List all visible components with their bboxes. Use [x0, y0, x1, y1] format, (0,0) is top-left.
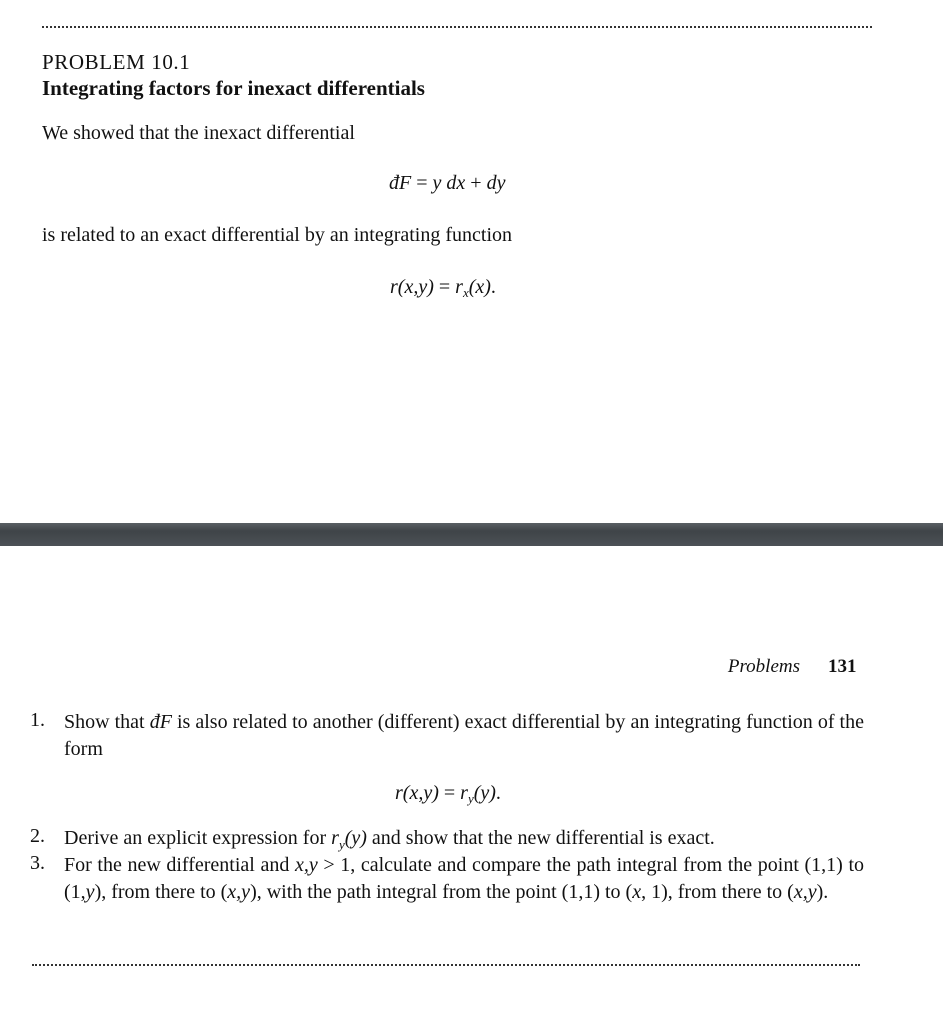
bottom-dotted-rule [32, 964, 860, 966]
item-3-d: ), with the path integral from the point (1,1) to ( [250, 881, 633, 903]
item-2-number: 2. [30, 825, 45, 847]
eq1-plus: + [465, 172, 487, 194]
page-number: 131 [828, 656, 857, 677]
item-1-pre: Show that [64, 711, 150, 733]
eq2-period: . [490, 276, 496, 298]
item-3-f: ). [816, 881, 829, 903]
item-3-a: For the new differential and [64, 854, 295, 876]
item-3-xy2: x,y [227, 881, 251, 903]
item-2-subscript: y [338, 837, 345, 852]
item-3-xy4: x,y [793, 881, 817, 903]
eq2-arg: (x) [468, 276, 491, 298]
item-2-pre: Derive an explicit expression for [64, 827, 332, 849]
eq1-y: y [432, 172, 442, 194]
eq2-r: r [455, 276, 463, 298]
top-dotted-rule [42, 26, 872, 28]
eq2-lhs: r(x,y) [390, 276, 434, 298]
eq2-subscript: x [462, 285, 469, 300]
item-3-c: ), from there to ( [94, 881, 228, 903]
item-3-e: , 1), from there to ( [641, 881, 794, 903]
eq3-lhs: r(x,y) [395, 782, 439, 804]
running-head: Problems [727, 656, 800, 677]
page-bottom [0, 546, 943, 1024]
item-1-dF: đF [149, 711, 172, 733]
item-1-text [64, 709, 864, 763]
eq2-equals: = [433, 276, 456, 298]
problem-title: Integrating factors for inexact differentials [42, 76, 425, 100]
eq1-equals: = [411, 172, 433, 194]
item-3-text [64, 852, 864, 906]
intro-paragraph-1: We showed that the inexact differential [42, 122, 355, 144]
eq1-dx: dx [446, 172, 466, 194]
page-divider-bar [0, 523, 943, 546]
eq3-equals: = [438, 782, 461, 804]
item-1-post: is also related to another (different) exact differential by an integrating function of the form [64, 711, 864, 760]
item-3-b: > 1, calculate and compare the path integral from the point (1,1) to (1, [64, 854, 865, 903]
eq1-dy: dy [486, 172, 506, 194]
eq3-subscript: y [467, 791, 474, 806]
item-2-post: and show that the new differential is exact. [366, 827, 715, 849]
item-3-number: 3. [30, 852, 45, 874]
eq3-arg: (y) [473, 782, 496, 804]
eq3-r: r [460, 782, 468, 804]
item-2-r: r [331, 827, 339, 849]
equation-inexact-differential [389, 172, 505, 195]
eq3-period: . [495, 782, 501, 804]
equation-integrating-function-y [395, 782, 501, 807]
item-2-arg: (y) [344, 827, 367, 849]
item-3-x3: x [632, 881, 642, 903]
item-3-y1: y [85, 881, 95, 903]
eq1-lhs: đF [389, 172, 412, 194]
item-1-number: 1. [30, 709, 45, 731]
problem-label: PROBLEM 10.1 [42, 50, 191, 74]
item-3-xy: x,y [294, 854, 318, 876]
equation-integrating-function-x [390, 276, 496, 301]
intro-paragraph-2: is related to an exact differential by an integrating function [42, 224, 513, 246]
